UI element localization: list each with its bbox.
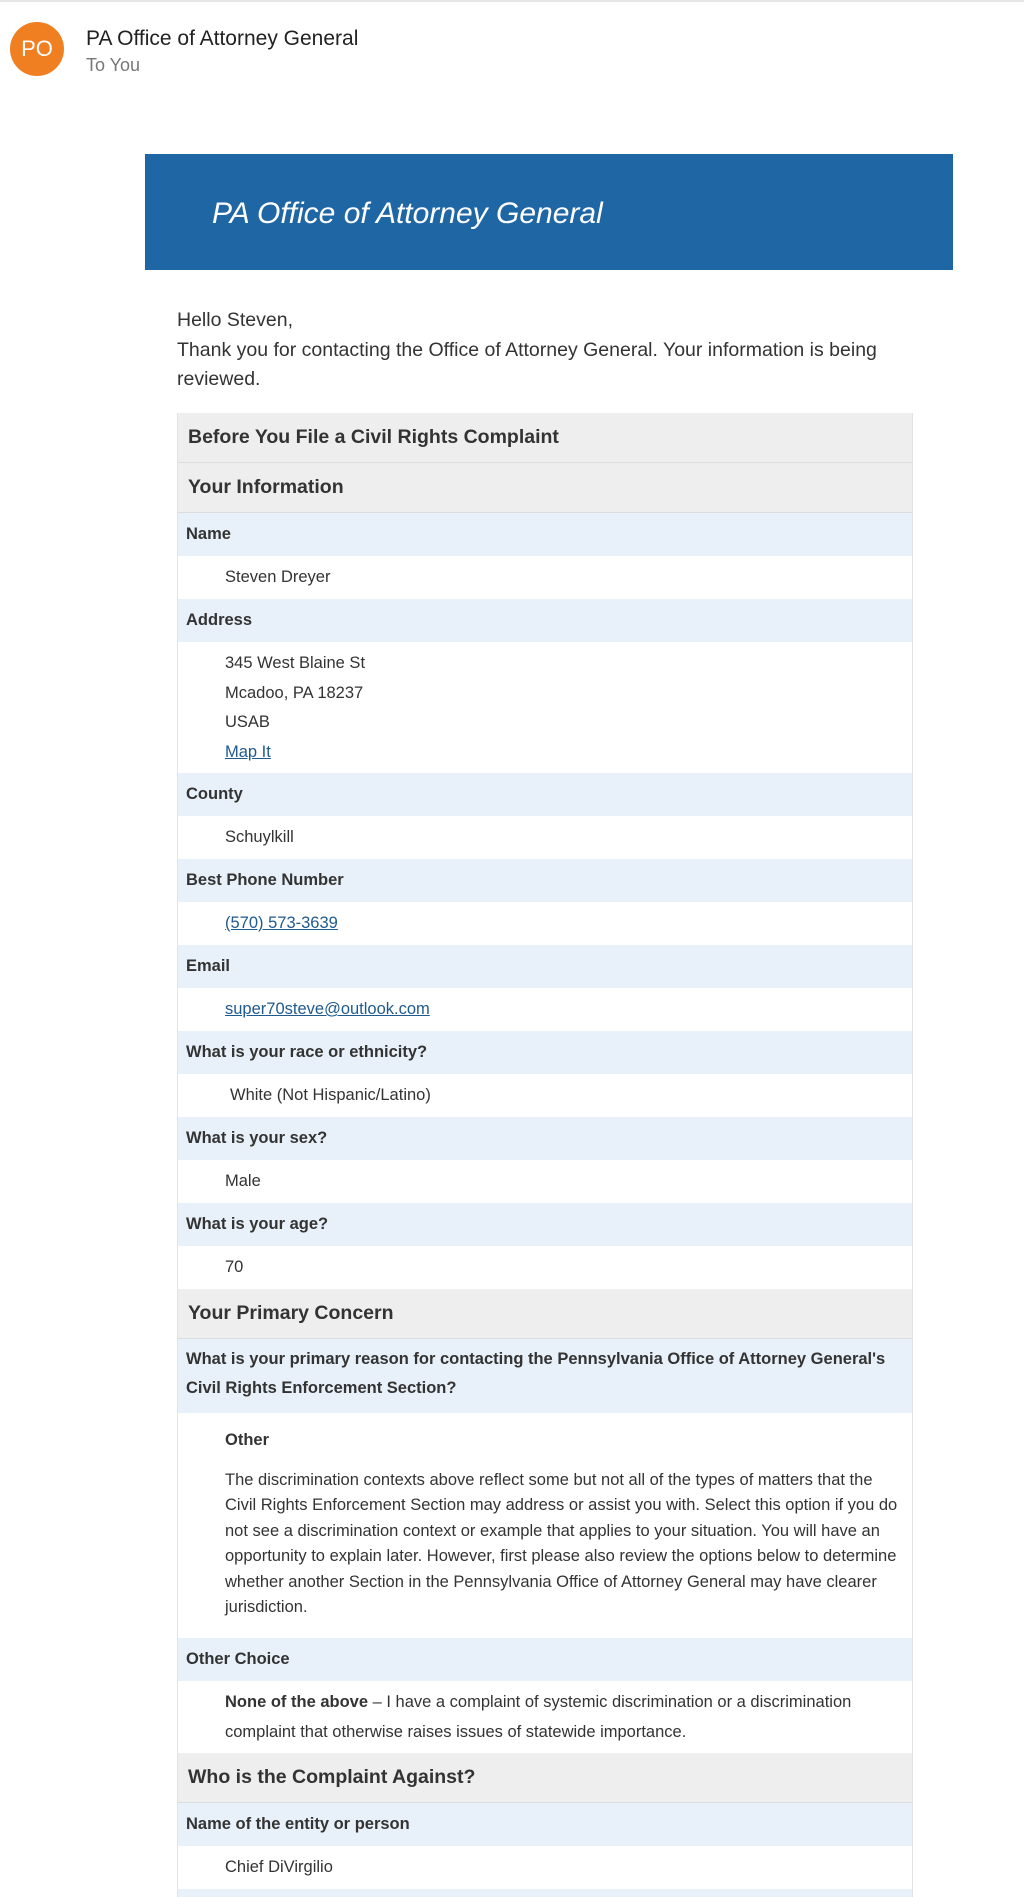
age-value: 70 <box>225 1258 244 1276</box>
address-label: Address <box>178 599 912 642</box>
email-link[interactable]: super70steve@outlook.com <box>225 1000 430 1018</box>
name-value: Steven Dreyer <box>225 568 331 586</box>
email-banner <box>145 154 953 270</box>
name-label: Name <box>178 513 912 556</box>
phone-answer <box>178 902 912 945</box>
other-choice-answer <box>178 1681 912 1753</box>
top-divider <box>0 0 1024 2</box>
age-answer <box>178 1246 912 1289</box>
address-line-1: 345 West Blaine St <box>225 654 366 672</box>
county-value: Schuylkill <box>225 828 294 846</box>
phone-label: Best Phone Number <box>178 859 912 902</box>
reason-description: The discrimination contexts above reflect some but not all of the types of matters that the Civil Rights Enforcement Section may address or assist you with. Select this option if you do not see a discrimination context or example that applies to your situation. You will have an opportunity to explain later. However, first please also review the options below to determine whether another Section in the Pennsylvania Office of Attorney General may have clearer jurisdiction. <box>225 1470 898 1616</box>
reason-label: What is your primary reason for contacting the Pennsylvania Office of Attorney General's Civil Rights Enforcement Section? <box>178 1339 912 1413</box>
address-line-2: Mcadoo, PA 18237 <box>225 683 364 702</box>
other-choice-text: – I have a complaint of systemic discrimination or a discrimination complaint that otherwise raises issues of statewide importance. <box>225 1693 852 1741</box>
form-title: Before You File a Civil Rights Complaint <box>178 413 912 463</box>
sex-answer <box>178 1160 912 1203</box>
email-answer <box>178 988 912 1031</box>
sex-label: What is your sex? <box>178 1117 912 1160</box>
name-answer <box>178 556 912 599</box>
race-value: White (Not Hispanic/Latino) <box>230 1086 431 1104</box>
sender-info <box>86 26 358 77</box>
address-line-3: USAB <box>225 713 270 731</box>
other-choice-bold: None of the above <box>225 1693 369 1711</box>
age-label: What is your age? <box>178 1203 912 1246</box>
county-answer <box>178 816 912 859</box>
address-answer <box>178 642 912 773</box>
entity-value: Chief DiVirgilio <box>225 1858 333 1876</box>
email-intro <box>177 306 917 395</box>
recipient-label: To You <box>86 55 141 75</box>
reason-value: Other <box>225 1431 270 1449</box>
race-label: What is your race or ethnicity? <box>178 1031 912 1074</box>
banner-title: PA Office of Attorney General <box>212 197 603 230</box>
reason-answer <box>178 1413 912 1638</box>
section-complaint-against: Who is the Complaint Against? <box>178 1753 912 1803</box>
entity-answer <box>178 1846 912 1889</box>
map-it-link[interactable]: Map It <box>225 742 271 761</box>
next-question-row <box>178 1889 912 1897</box>
section-your-information: Your Information <box>178 463 912 513</box>
other-choice-value <box>225 1688 912 1747</box>
sender-avatar[interactable]: PO <box>10 22 64 76</box>
greeting: Hello Steven, <box>177 309 293 331</box>
email-header <box>10 22 358 78</box>
sex-value: Male <box>225 1172 261 1190</box>
sender-name[interactable]: PA Office of Attorney General <box>86 27 359 50</box>
phone-link[interactable]: (570) 573-3639 <box>225 914 338 932</box>
county-label: County <box>178 773 912 816</box>
email-label: Email <box>178 945 912 988</box>
intro-message: Thank you for contacting the Office of Attorney General. Your information is being reviewed. <box>177 338 877 390</box>
race-answer <box>178 1074 912 1117</box>
form-summary <box>177 413 913 1897</box>
section-primary-concern: Your Primary Concern <box>178 1289 912 1339</box>
entity-label: Name of the entity or person <box>178 1803 912 1846</box>
other-choice-label: Other Choice <box>178 1638 912 1681</box>
